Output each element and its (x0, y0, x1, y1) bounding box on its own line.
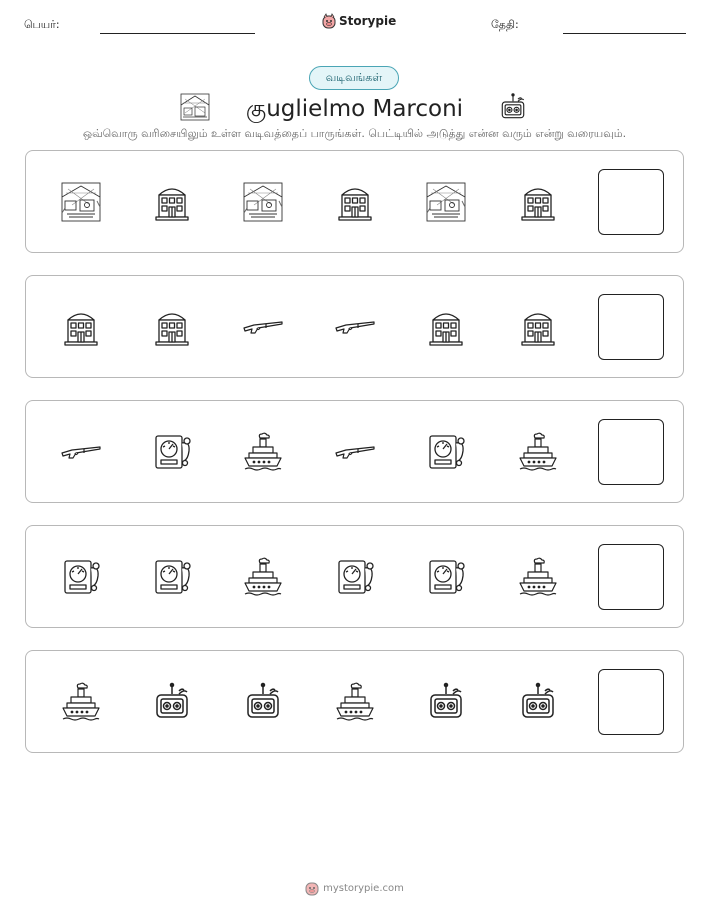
building-icon (517, 181, 559, 223)
footer (0, 880, 709, 896)
building-icon (334, 181, 376, 223)
rifle-icon (334, 306, 376, 348)
instructions: ஒவ்வொரு வரிசையிலும் உள்ள வடிவத்தைப் பாருங்கள். பெட்டியில் அடுத்து என்ன வரும் என்று வரையவும். (82, 127, 627, 140)
pig-icon (322, 13, 336, 29)
answer-box[interactable] (598, 419, 664, 485)
ship-icon (60, 681, 102, 723)
rifle-icon (334, 431, 376, 473)
radio-icon (517, 681, 559, 723)
name-field[interactable] (100, 33, 255, 34)
workshop-icon (60, 181, 102, 223)
name-label: பெயர்: (24, 18, 60, 31)
workshop-icon (242, 181, 284, 223)
meter-icon (425, 431, 467, 473)
answer-box[interactable] (598, 294, 664, 360)
pattern-row (25, 650, 684, 753)
meter-icon (60, 556, 102, 598)
brand-name: Storypie (339, 14, 397, 28)
pattern-row (25, 525, 684, 628)
answer-box[interactable] (598, 669, 664, 735)
ship-icon (242, 556, 284, 598)
pattern-row (25, 275, 684, 378)
page-title: குuglielmo Marconi (245, 96, 464, 122)
building-icon (517, 306, 559, 348)
building-icon (151, 306, 193, 348)
meter-icon (425, 556, 467, 598)
workshop-icon (425, 181, 467, 223)
pattern-row (25, 150, 684, 253)
pattern-row (25, 400, 684, 503)
meter-icon (151, 556, 193, 598)
building-icon (151, 181, 193, 223)
pig-icon (305, 880, 319, 896)
brand-logo (322, 13, 396, 29)
rifle-icon (60, 431, 102, 473)
meter-icon (334, 556, 376, 598)
answer-box[interactable] (598, 169, 664, 235)
rifle-icon (242, 306, 284, 348)
radio-icon (151, 681, 193, 723)
ship-icon (517, 431, 559, 473)
date-field[interactable] (563, 33, 686, 34)
building-icon (425, 306, 467, 348)
ship-icon (334, 681, 376, 723)
radio-icon (425, 681, 467, 723)
ship-icon (242, 431, 284, 473)
answer-box[interactable] (598, 544, 664, 610)
meter-icon (151, 431, 193, 473)
date-label: தேதி: (491, 18, 519, 31)
category-badge: வடிவங்கள் (309, 66, 399, 90)
footer-link[interactable]: mystorypie.com (323, 882, 404, 894)
title-right-image (498, 92, 528, 126)
building-icon (60, 306, 102, 348)
radio-icon (242, 681, 284, 723)
ship-icon (517, 556, 559, 598)
